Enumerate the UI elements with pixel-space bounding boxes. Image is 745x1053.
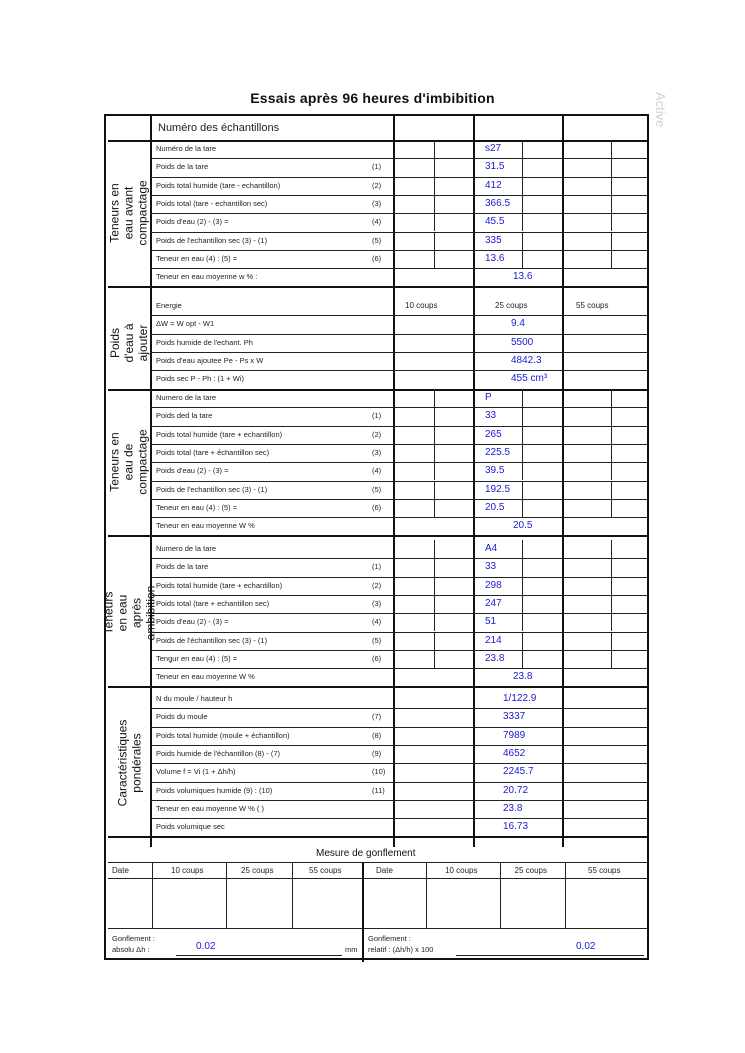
grid-line-v xyxy=(434,613,435,631)
row-label-e3: Poids total humide (moule + échantillon) xyxy=(156,730,290,740)
grid-line-v xyxy=(434,558,435,576)
grid-line-v xyxy=(611,499,612,517)
grid-line-h xyxy=(150,158,647,159)
row-ref-a6: (5) xyxy=(372,235,382,245)
page-title: Essais après 96 heures d'imbibition xyxy=(250,90,495,106)
swelling-col-10-coups: 10 coups xyxy=(171,866,204,875)
row-label-e8: Poids volumique sec xyxy=(156,822,225,832)
row-label-e6: Poids volumiques humide (9) : (10) xyxy=(156,785,273,795)
grid-line-h xyxy=(150,595,647,596)
swelling-abs-value: 0.02 xyxy=(196,941,216,952)
row-label-c2: Poids ded la tare xyxy=(156,411,213,421)
row-label-d1: Numero de la tare xyxy=(156,544,217,553)
grid-line-v xyxy=(434,195,435,213)
grid-line-v xyxy=(611,195,612,213)
value-b3: 5500 xyxy=(511,336,534,348)
value-a1: s27 xyxy=(485,143,502,154)
grid-line-v xyxy=(522,444,523,462)
grid-line-v xyxy=(522,158,523,176)
row-ref-d2: (1) xyxy=(372,562,382,572)
row-ref-d6: (5) xyxy=(372,635,382,645)
row-label-c1: Numero de la tare xyxy=(156,393,217,402)
row-ref-e4: (9) xyxy=(372,748,382,758)
grid-line-v xyxy=(434,389,435,407)
section-label-s3 xyxy=(108,389,150,535)
row-ref-a7: (6) xyxy=(372,253,382,263)
swelling-title: Mesure de gonflement xyxy=(316,848,416,859)
grid-line-v xyxy=(522,595,523,613)
grid-line-v xyxy=(562,116,564,847)
section-label-s4 xyxy=(101,540,158,686)
value-a6: 335 xyxy=(485,234,502,246)
row-label-d8: Teneur en eau moyenne W % xyxy=(156,672,255,682)
grid-line-h xyxy=(150,334,647,335)
swelling-col-25-coups: 25 coups xyxy=(241,866,274,875)
grid-line-h xyxy=(150,370,647,371)
section-label-s2 xyxy=(108,297,150,389)
row-ref-e5: (10) xyxy=(372,767,386,777)
grid-line-h xyxy=(150,426,647,427)
swelling-col-55-coups: 55 coups xyxy=(309,866,342,875)
grid-line-h xyxy=(108,535,647,537)
row-ref-a2: (1) xyxy=(372,162,382,172)
grid-line-v xyxy=(522,213,523,231)
value-b4: 4842.3 xyxy=(511,354,542,366)
test-sheet xyxy=(101,114,649,960)
grid-line-h xyxy=(150,444,647,445)
row-label-e7: Teneur en eau moyenne W % ( ) xyxy=(156,803,264,813)
grid-line-h xyxy=(150,462,647,463)
grid-line-v xyxy=(611,558,612,576)
grid-line-v xyxy=(362,862,364,928)
row-label-b3: Poids humide de l'echant. Ph xyxy=(156,337,253,347)
row-ref-e2: (7) xyxy=(372,712,382,722)
row-label-e1: N du moule / hauteur h xyxy=(156,694,233,703)
row-label-d7: Tenǥur en eau (4) : (5) = xyxy=(156,653,238,663)
swelling-abs-unit: mm xyxy=(345,945,358,954)
row-label-a8: Teneur en eau moyenne w % : xyxy=(156,272,258,282)
row-ref-c7: (6) xyxy=(372,502,382,512)
grid-line-v xyxy=(473,116,475,847)
value-d1: A4 xyxy=(485,543,498,554)
value-c4: 225.5 xyxy=(485,446,511,458)
swelling-col-55-coups: 55 coups xyxy=(588,866,621,875)
row-label-d4: Poids total (tare + echantillon sec) xyxy=(156,598,270,608)
grid-line-v xyxy=(522,140,523,158)
grid-line-v xyxy=(434,140,435,158)
grid-line-v xyxy=(152,862,153,928)
row-label-b1: Energie xyxy=(156,301,182,310)
value-c2: 33 xyxy=(485,410,497,422)
value-c5: 39.5 xyxy=(485,465,505,477)
row-ref-a5: (4) xyxy=(372,217,382,227)
swelling-col-10-coups: 10 coups xyxy=(445,866,478,875)
grid-line-h xyxy=(108,140,647,142)
grid-line-h xyxy=(150,727,647,728)
grid-line-v xyxy=(434,177,435,195)
row-label-d6: Poids de l'échantillon sec (3) - (1) xyxy=(156,635,268,645)
row-label-e5: Volume f = Vi (1 + Δh/h) xyxy=(156,767,236,777)
grid-line-v xyxy=(611,595,612,613)
grid-line-v xyxy=(611,407,612,425)
grid-line-h xyxy=(150,407,647,408)
row-label-c6: Poids de l'echantillon sec (3) - (1) xyxy=(156,484,268,494)
grid-line-v xyxy=(522,613,523,631)
grid-line-h xyxy=(150,195,647,196)
grid-line-v xyxy=(434,650,435,668)
section-label-s1 xyxy=(108,140,150,286)
swelling-rel-value: 0.02 xyxy=(576,941,596,952)
grid-line-v xyxy=(611,250,612,268)
row-label-a2: Poids de la tare xyxy=(156,162,209,172)
row-ref-a3: (2) xyxy=(372,180,382,190)
grid-line-v xyxy=(522,407,523,425)
grid-line-v xyxy=(522,195,523,213)
grid-line-h xyxy=(150,708,647,709)
row-label-b2: ΔW = W opt - W1 xyxy=(156,319,215,329)
grid-line-h xyxy=(150,577,647,578)
energy-10-coups: 10 coups xyxy=(405,301,438,310)
grid-line-v xyxy=(522,462,523,480)
grid-line-v xyxy=(434,407,435,425)
row-label-c8: Teneur en eau moyenne W % xyxy=(156,521,255,531)
section-label-text: Caractéristiques pondérales xyxy=(115,719,144,807)
section-label-text: Poids d'eau à ajouter xyxy=(108,323,150,363)
grid-line-v xyxy=(434,499,435,517)
row-ref-e6: (11) xyxy=(372,785,385,795)
row-ref-d3: (2) xyxy=(372,580,382,590)
grid-line-v xyxy=(565,862,566,928)
swelling-abs-label-2: absolu Δh : xyxy=(112,945,150,954)
grid-line-h xyxy=(108,862,647,863)
grid-line-h xyxy=(150,763,647,764)
grid-line-h xyxy=(150,632,647,633)
grid-line-v xyxy=(434,426,435,444)
value-b2: 9.4 xyxy=(511,318,525,330)
grid-line-v xyxy=(434,462,435,480)
grid-line-v xyxy=(611,140,612,158)
grid-line-h xyxy=(108,928,647,929)
section-label-s5 xyxy=(108,690,150,836)
value-d3: 298 xyxy=(485,579,502,591)
row-label-b4: Poids d'eau ajoutee Pe - Ps x W xyxy=(156,355,264,365)
section-label-text: Teneurs en eau de compactage xyxy=(108,429,150,495)
section-label-text: Teneurs en eau après ambibition xyxy=(101,585,158,641)
grid-line-v xyxy=(434,250,435,268)
row-ref-c3: (2) xyxy=(372,429,382,439)
value-d5: 51 xyxy=(485,616,497,628)
grid-line-v xyxy=(434,595,435,613)
grid-line-h xyxy=(150,481,647,482)
grid-line-h xyxy=(150,782,647,783)
grid-line-h xyxy=(108,686,647,688)
grid-line-v xyxy=(522,232,523,250)
row-ref-c5: (4) xyxy=(372,466,382,476)
grid-line-v xyxy=(522,250,523,268)
row-ref-c4: (3) xyxy=(372,447,382,457)
value-d2: 33 xyxy=(485,561,497,573)
grid-line-h xyxy=(150,268,647,269)
value-c3: 265 xyxy=(485,428,502,440)
grid-line-v xyxy=(292,862,293,928)
grid-line-v xyxy=(522,558,523,576)
grid-line-v xyxy=(611,613,612,631)
grid-line-v xyxy=(362,928,364,962)
grid-line-v xyxy=(434,540,435,558)
value-a2: 31.5 xyxy=(485,161,505,173)
grid-line-h xyxy=(108,836,647,838)
grid-line-v xyxy=(611,213,612,231)
row-label-e2: Poids du moule xyxy=(156,712,208,722)
grid-line-v xyxy=(611,540,612,558)
grid-line-h xyxy=(150,668,647,669)
row-label-a6: Poids de l'echantillon sec (3) - (1) xyxy=(156,235,268,245)
value-a5: 45.5 xyxy=(485,216,505,228)
grid-line-v xyxy=(611,462,612,480)
value-e8: 16.73 xyxy=(503,821,529,833)
grid-line-h xyxy=(150,352,647,353)
grid-line-v xyxy=(611,389,612,407)
value-e1: 1/122.9 xyxy=(503,693,537,704)
grid-line-h xyxy=(456,955,644,956)
grid-line-h xyxy=(150,499,647,500)
grid-line-v xyxy=(226,862,227,928)
row-label-e4: Poids humide de l'échantillon (8) - (7) xyxy=(156,748,280,758)
value-d4: 247 xyxy=(485,597,502,609)
grid-line-v xyxy=(522,177,523,195)
grid-line-v xyxy=(611,232,612,250)
grid-line-h xyxy=(150,213,647,214)
value-e5: 2245.7 xyxy=(503,766,534,778)
grid-line-v xyxy=(434,481,435,499)
row-label-c5: Poids d'eau (2) - (3) = xyxy=(156,466,229,476)
value-d6: 214 xyxy=(485,634,502,646)
value-e4: 4652 xyxy=(503,747,526,759)
row-label-b5: Poids sec P - Ph : (1 + Wi) xyxy=(156,374,245,384)
value-c6: 192.5 xyxy=(485,483,511,495)
grid-line-v xyxy=(611,158,612,176)
grid-line-v xyxy=(522,540,523,558)
value-a3: 412 xyxy=(485,179,502,191)
grid-line-v xyxy=(522,426,523,444)
watermark: Active xyxy=(653,92,668,128)
grid-line-v xyxy=(150,116,152,847)
grid-line-h xyxy=(176,955,342,956)
energy-25-coups: 25 coups xyxy=(495,301,528,310)
grid-line-v xyxy=(434,213,435,231)
value-a7: 13.6 xyxy=(485,252,505,264)
value-e2: 3337 xyxy=(503,711,526,723)
grid-line-v xyxy=(434,444,435,462)
grid-line-h xyxy=(108,389,647,391)
row-ref-d5: (4) xyxy=(372,617,382,627)
grid-line-h xyxy=(150,315,647,316)
grid-line-h xyxy=(150,250,647,251)
grid-line-v xyxy=(611,177,612,195)
swelling-rel-label-2: relatif : (Δh/h) x 100 xyxy=(368,945,434,954)
value-c8: 20.5 xyxy=(513,520,533,532)
grid-line-v xyxy=(522,577,523,595)
row-ref-c6: (5) xyxy=(372,484,382,494)
row-label-c7: Teneur en eau (4) : (5) = xyxy=(156,502,238,512)
grid-line-v xyxy=(611,632,612,650)
row-label-c3: Poids total humide (tare + echantillon) xyxy=(156,429,283,439)
grid-line-h xyxy=(150,818,647,819)
row-label-a1: Numéro de la tare xyxy=(156,144,217,153)
value-d8: 23.8 xyxy=(513,671,533,683)
value-b5: 455 cm³ xyxy=(511,373,548,385)
grid-line-v xyxy=(434,632,435,650)
grid-line-v xyxy=(611,650,612,668)
row-label-a4: Poids total (tare - echantillon sec) xyxy=(156,198,268,208)
grid-line-h xyxy=(150,177,647,178)
row-ref-d4: (3) xyxy=(372,598,382,608)
grid-line-v xyxy=(500,862,501,928)
grid-line-h xyxy=(150,650,647,651)
grid-line-v xyxy=(611,577,612,595)
swelling-col-25-coups: 25 coups xyxy=(514,866,547,875)
value-e7: 23.8 xyxy=(503,802,523,814)
grid-line-v xyxy=(426,862,427,928)
row-label-d2: Poids de la tare xyxy=(156,562,209,572)
row-label-d3: Poids total humide (tare + echantillon) xyxy=(156,580,283,590)
grid-line-v xyxy=(434,577,435,595)
grid-line-v xyxy=(434,158,435,176)
row-ref-c2: (1) xyxy=(372,411,382,421)
row-label-a7: Teneur en eau (4) : (5) = xyxy=(156,253,238,263)
swelling-abs-label-1: Gonflement : xyxy=(112,934,155,943)
grid-line-h xyxy=(150,613,647,614)
grid-line-v xyxy=(522,389,523,407)
row-label-a5: Poids d'eau (2) - (3) = xyxy=(156,217,229,227)
value-c1: P xyxy=(485,392,492,403)
grid-line-v xyxy=(647,116,649,847)
grid-line-h xyxy=(150,800,647,801)
value-d7: 23.8 xyxy=(485,652,505,664)
value-e3: 7989 xyxy=(503,729,526,741)
grid-line-h xyxy=(108,878,647,879)
grid-line-h xyxy=(150,232,647,233)
grid-line-v xyxy=(611,426,612,444)
row-ref-d7: (6) xyxy=(372,653,382,663)
swelling-col-date: Date xyxy=(376,866,393,875)
row-ref-e3: (8) xyxy=(372,730,382,740)
row-label-c4: Poids total (tare + échantillon sec) xyxy=(156,447,270,457)
swelling-rel-label-1: Gonflement : xyxy=(368,934,411,943)
row-ref-a4: (3) xyxy=(372,198,382,208)
grid-line-v xyxy=(522,650,523,668)
value-a4: 366.5 xyxy=(485,197,511,209)
grid-line-v xyxy=(611,481,612,499)
grid-line-h xyxy=(108,286,647,288)
grid-line-v xyxy=(522,499,523,517)
row-label-d5: Poids d'eau (2) - (3) = xyxy=(156,617,229,627)
grid-line-v xyxy=(522,632,523,650)
grid-line-h xyxy=(150,558,647,559)
grid-line-v xyxy=(611,444,612,462)
grid-line-v xyxy=(393,116,395,847)
header-row-label: Numéro des échantillons xyxy=(158,122,280,134)
grid-line-h xyxy=(150,745,647,746)
grid-line-v xyxy=(522,481,523,499)
value-c7: 20.5 xyxy=(485,501,505,513)
row-label-a3: Poids total humide (tare - echantillon) xyxy=(156,180,281,190)
grid-line-v xyxy=(434,232,435,250)
swelling-col-date: Date xyxy=(112,866,129,875)
energy-55-coups: 55 coups xyxy=(576,301,609,310)
value-e6: 20.72 xyxy=(503,784,529,796)
value-a8: 13.6 xyxy=(513,271,533,283)
grid-line-h xyxy=(150,517,647,518)
section-label-text: Teneurs en eau avant compactage xyxy=(108,180,151,246)
